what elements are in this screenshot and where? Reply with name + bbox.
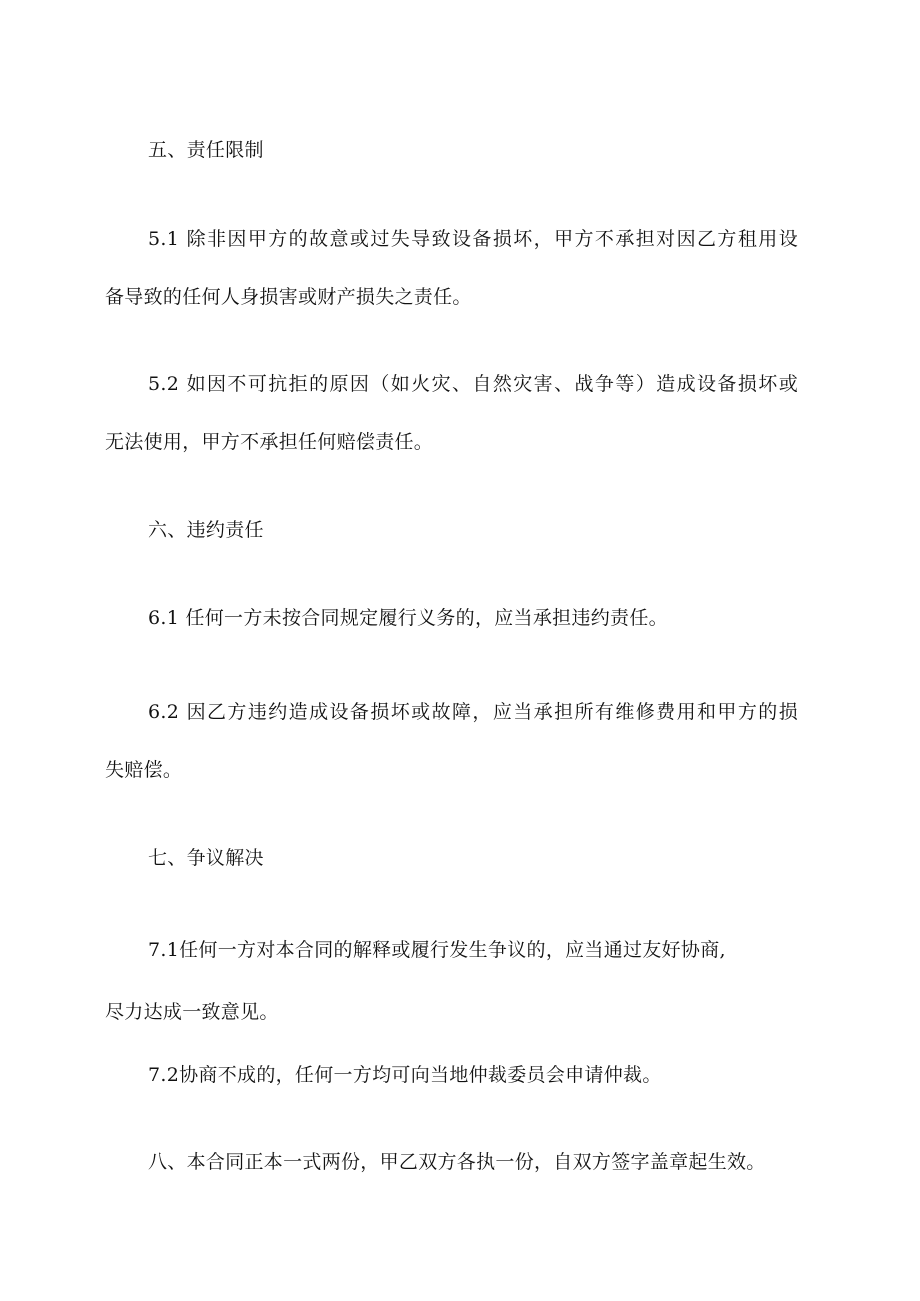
clause-line: 失赔偿。 [105, 759, 183, 781]
clause-line: 5.2 如因不可抗拒的原因（如火灾、自然灾害、战争等）造成设备损坏或 [148, 373, 798, 395]
final-clause: 八、本合同正本一式两份，甲乙双方各执一份，自双方签字盖章起生效。 [148, 1151, 766, 1173]
clause-line: 7.1任何一方对本合同的解释或履行发生争议的，应当通过友好协商, [148, 939, 726, 961]
section-heading: 七、争议解决 [148, 847, 264, 869]
clause-line: 6.2 因乙方违约造成设备损坏或故障，应当承担所有维修费用和甲方的损 [148, 701, 798, 723]
clause-line: 7.2协商不成的，任何一方均可向当地仲裁委员会申请仲裁。 [148, 1064, 662, 1086]
clause-line: 无法使用，甲方不承担任何赔偿责任。 [105, 431, 434, 453]
clause-line: 备导致的任何人身损害或财产损失之责任。 [105, 286, 472, 308]
section-heading: 六、违约责任 [148, 519, 264, 541]
clause-line: 尽力达成一致意见。 [105, 1001, 279, 1023]
clause-line: 6.1 任何一方未按合同规定履行义务的，应当承担违约责任。 [148, 607, 668, 629]
clause-line: 5.1 除非因甲方的故意或过失导致设备损坏，甲方不承担对因乙方租用设 [148, 228, 798, 250]
section-heading: 五、责任限制 [148, 139, 264, 161]
